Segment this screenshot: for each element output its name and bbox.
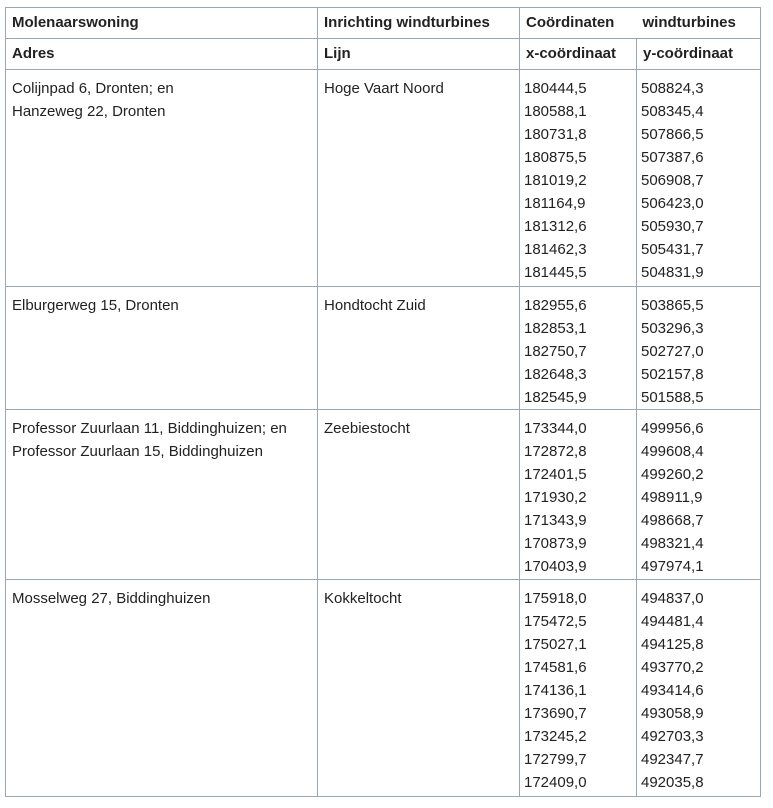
- x-coordinate-value: 181164,9: [524, 195, 586, 212]
- x-coordinate-value: 170403,9: [524, 558, 587, 575]
- y-coordinate-value: 492347,7: [641, 751, 704, 768]
- address-line: Mosselweg 27, Biddinghuizen: [12, 590, 211, 607]
- x-coordinate-value: 172401,5: [524, 466, 587, 483]
- address-cell: [6, 70, 318, 287]
- x-coordinate-value: 173245,2: [524, 728, 587, 745]
- header-row-1: [6, 8, 761, 39]
- x-coordinate-value: 173344,0: [524, 420, 587, 437]
- y-coordinate-value: 505930,7: [641, 218, 704, 235]
- lijn-cell: [318, 410, 520, 580]
- x-coordinate-value: 181462,3: [524, 241, 587, 258]
- x-coordinate-value: 172799,7: [524, 751, 587, 768]
- lijn-cell: [318, 287, 520, 410]
- y-coordinate-value: 492703,3: [641, 728, 704, 745]
- header-coordinaten: Coördinaten: [520, 8, 637, 39]
- x-coordinate-value: 180731,8: [524, 126, 587, 143]
- header-y-coordinaat: y-coördinaat: [637, 39, 761, 70]
- y-coordinate-value: 499956,6: [641, 420, 704, 437]
- x-coordinate-value: 171343,9: [524, 512, 587, 529]
- x-coordinate-value: 171930,2: [524, 489, 587, 506]
- table-row: [6, 287, 761, 410]
- x-coordinate-value: 180588,1: [524, 103, 587, 120]
- header-inrichting-windturbines: Inrichting windturbines: [318, 8, 520, 39]
- x-coordinate-cell: [520, 580, 637, 797]
- y-coordinate-value: 493058,9: [641, 705, 704, 722]
- address-line: Hanzeweg 22, Dronten: [12, 103, 166, 120]
- address-cell: [6, 287, 318, 410]
- lijn-name: Hoge Vaart Noord: [324, 80, 444, 97]
- address-line: Professor Zuurlaan 11, Biddinghuizen; en: [12, 420, 287, 437]
- y-coordinate-value: 504831,9: [641, 264, 704, 281]
- y-coordinate-value: 502157,8: [641, 366, 704, 383]
- x-coordinate-value: 173690,7: [524, 705, 587, 722]
- address-line: Colijnpad 6, Dronten; en: [12, 80, 174, 97]
- x-coordinate-value: 182955,6: [524, 297, 587, 314]
- table-row: [6, 410, 761, 580]
- x-coordinate-value: 182545,9: [524, 389, 587, 406]
- y-coordinate-value: 493414,6: [641, 682, 704, 699]
- y-coordinate-cell: [637, 287, 761, 410]
- header-row-2: [6, 39, 761, 70]
- x-coordinate-cell: [520, 410, 637, 580]
- y-coordinate-value: 498911,9: [641, 489, 703, 506]
- y-coordinate-value: 506423,0: [641, 195, 704, 212]
- x-coordinate-value: 174581,6: [524, 659, 587, 676]
- lijn-cell: [318, 580, 520, 797]
- x-coordinate-value: 175918,0: [524, 590, 587, 607]
- x-coordinate-cell: [520, 70, 637, 287]
- header-adres: Adres: [6, 39, 318, 70]
- y-coordinate-value: 498668,7: [641, 512, 704, 529]
- y-coordinate-cell: [637, 70, 761, 287]
- y-coordinate-value: 507387,6: [641, 149, 704, 166]
- x-coordinate-value: 170873,9: [524, 535, 587, 552]
- table-body: [6, 70, 761, 797]
- y-coordinate-value: 498321,4: [641, 535, 704, 552]
- y-coordinate-value: 499260,2: [641, 466, 704, 483]
- header-x-coordinaat: x-coördinaat: [520, 39, 637, 70]
- address-cell: [6, 580, 318, 797]
- y-coordinate-value: 503865,5: [641, 297, 704, 314]
- x-coordinate-cell: [520, 287, 637, 410]
- x-coordinate-value: 181445,5: [524, 264, 587, 281]
- address-cell: [6, 410, 318, 580]
- lijn-cell: [318, 70, 520, 287]
- y-coordinate-value: 501588,5: [641, 389, 704, 406]
- x-coordinate-value: 175472,5: [524, 613, 587, 630]
- x-coordinate-value: 172872,8: [524, 443, 587, 460]
- x-coordinate-value: 182648,3: [524, 366, 587, 383]
- y-coordinate-value: 508824,3: [641, 80, 704, 97]
- y-coordinate-value: 494125,8: [641, 636, 704, 653]
- y-coordinate-value: 497974,1: [641, 558, 704, 575]
- lijn-name: Kokkeltocht: [324, 590, 402, 607]
- y-coordinate-value: 506908,7: [641, 172, 704, 189]
- table-header: [6, 8, 761, 70]
- x-coordinate-value: 175027,1: [524, 636, 587, 653]
- x-coordinate-value: 181312,6: [524, 218, 587, 235]
- address-line: Elburgerweg 15, Dronten: [12, 297, 179, 314]
- x-coordinate-value: 182750,7: [524, 343, 587, 360]
- windturbine-coordinates-table: [5, 7, 761, 797]
- y-coordinate-value: 502727,0: [641, 343, 704, 360]
- lijn-name: Hondtocht Zuid: [324, 297, 426, 314]
- header-molenaarswoning: Molenaarswoning: [6, 8, 318, 39]
- y-coordinate-value: 494481,4: [641, 613, 704, 630]
- y-coordinate-value: 493770,2: [641, 659, 704, 676]
- header-windturbines: windturbines: [637, 8, 761, 39]
- y-coordinate-cell: [637, 410, 761, 580]
- x-coordinate-value: 180875,5: [524, 149, 587, 166]
- x-coordinate-value: 182853,1: [524, 320, 587, 337]
- table-row: [6, 70, 761, 287]
- x-coordinate-value: 172409,0: [524, 774, 587, 791]
- lijn-name: Zeebiestocht: [324, 420, 410, 437]
- y-coordinate-value: 499608,4: [641, 443, 704, 460]
- table-row: [6, 580, 761, 797]
- x-coordinate-value: 174136,1: [524, 682, 587, 699]
- y-coordinate-value: 503296,3: [641, 320, 704, 337]
- y-coordinate-cell: [637, 580, 761, 797]
- y-coordinate-value: 492035,8: [641, 774, 704, 791]
- y-coordinate-value: 507866,5: [641, 126, 704, 143]
- x-coordinate-value: 181019,2: [524, 172, 587, 189]
- x-coordinate-value: 180444,5: [524, 80, 587, 97]
- header-lijn: Lijn: [318, 39, 520, 70]
- y-coordinate-value: 494837,0: [641, 590, 704, 607]
- y-coordinate-value: 505431,7: [641, 241, 704, 258]
- y-coordinate-value: 508345,4: [641, 103, 704, 120]
- address-line: Professor Zuurlaan 15, Biddinghuizen: [12, 443, 263, 460]
